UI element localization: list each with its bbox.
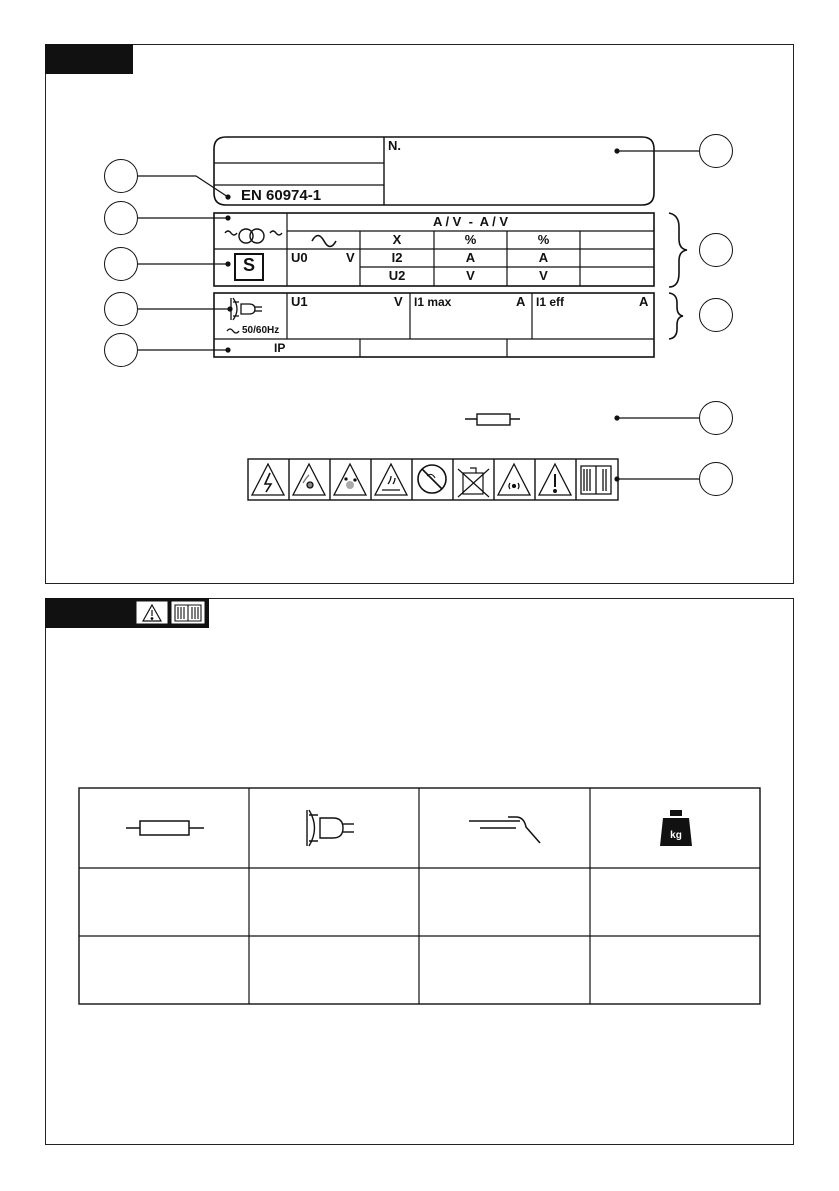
callout-circle <box>104 247 138 281</box>
callout-circle <box>104 201 138 235</box>
ip-rating-label: IP <box>274 341 286 355</box>
callout-circle <box>699 233 733 267</box>
s-symbol-label: S <box>242 255 255 275</box>
section-tag <box>45 598 133 628</box>
ac-supply-icon <box>227 329 239 333</box>
callout-circle <box>699 462 733 496</box>
ac-output-icon <box>312 236 336 247</box>
percent-label-2: % <box>537 232 550 247</box>
u2-label: U2 <box>388 268 406 283</box>
callout-circle <box>699 401 733 435</box>
callout-circle <box>104 292 138 326</box>
u0-label: U0 <box>291 250 308 265</box>
output-header-label: A / V - A / V <box>432 214 509 229</box>
i2-unit-label-1: A <box>465 250 476 265</box>
transformer-icon <box>225 229 282 243</box>
callout-circle <box>699 134 733 168</box>
i1max-unit-label: A <box>516 294 526 309</box>
i2-label: I2 <box>391 250 403 265</box>
standard-label: EN 60974-1 <box>241 187 322 204</box>
pacemaker-prohibited-icon <box>418 465 446 493</box>
fuse-icon <box>465 414 520 425</box>
u0-unit-label: V <box>346 250 355 265</box>
weight-icon <box>660 810 692 846</box>
serial-number-label: N. <box>388 138 401 153</box>
fuse-icon <box>126 821 204 835</box>
general-warning-icon <box>539 464 571 495</box>
header-icons <box>133 598 209 628</box>
callout-circle <box>104 333 138 367</box>
callout-circle <box>104 159 138 193</box>
manual-icon <box>581 466 611 494</box>
u2-unit-label-2: V <box>539 268 548 283</box>
output-brace <box>669 213 687 287</box>
fume-warning-icon <box>293 464 325 495</box>
plug-icon <box>231 298 262 320</box>
cable-icon <box>469 817 540 843</box>
duty-cycle-x-label: X <box>392 232 402 247</box>
svg-text:kg: kg <box>670 830 682 841</box>
electric-shock-warning-icon <box>252 464 284 495</box>
supply-frequency-label: 50/60Hz <box>242 325 280 336</box>
spark-warning-icon <box>334 464 366 495</box>
specifications-table <box>0 780 839 1010</box>
u2-unit-label-1: V <box>466 268 475 283</box>
waste-disposal-icon <box>458 468 489 497</box>
i1eff-label: I1 eff <box>536 295 565 309</box>
plug-icon <box>307 810 354 846</box>
u1-label: U1 <box>291 294 308 309</box>
radiation-warning-icon <box>498 464 530 495</box>
i1max-label: I1 max <box>414 295 452 309</box>
u1-unit-label: V <box>394 294 403 309</box>
hot-surface-warning-icon <box>375 464 407 495</box>
callout-circle <box>699 298 733 332</box>
i1eff-unit-label: A <box>639 294 649 309</box>
i2-unit-label-2: A <box>538 250 549 265</box>
percent-label-1: % <box>464 232 477 247</box>
input-brace <box>669 293 683 339</box>
